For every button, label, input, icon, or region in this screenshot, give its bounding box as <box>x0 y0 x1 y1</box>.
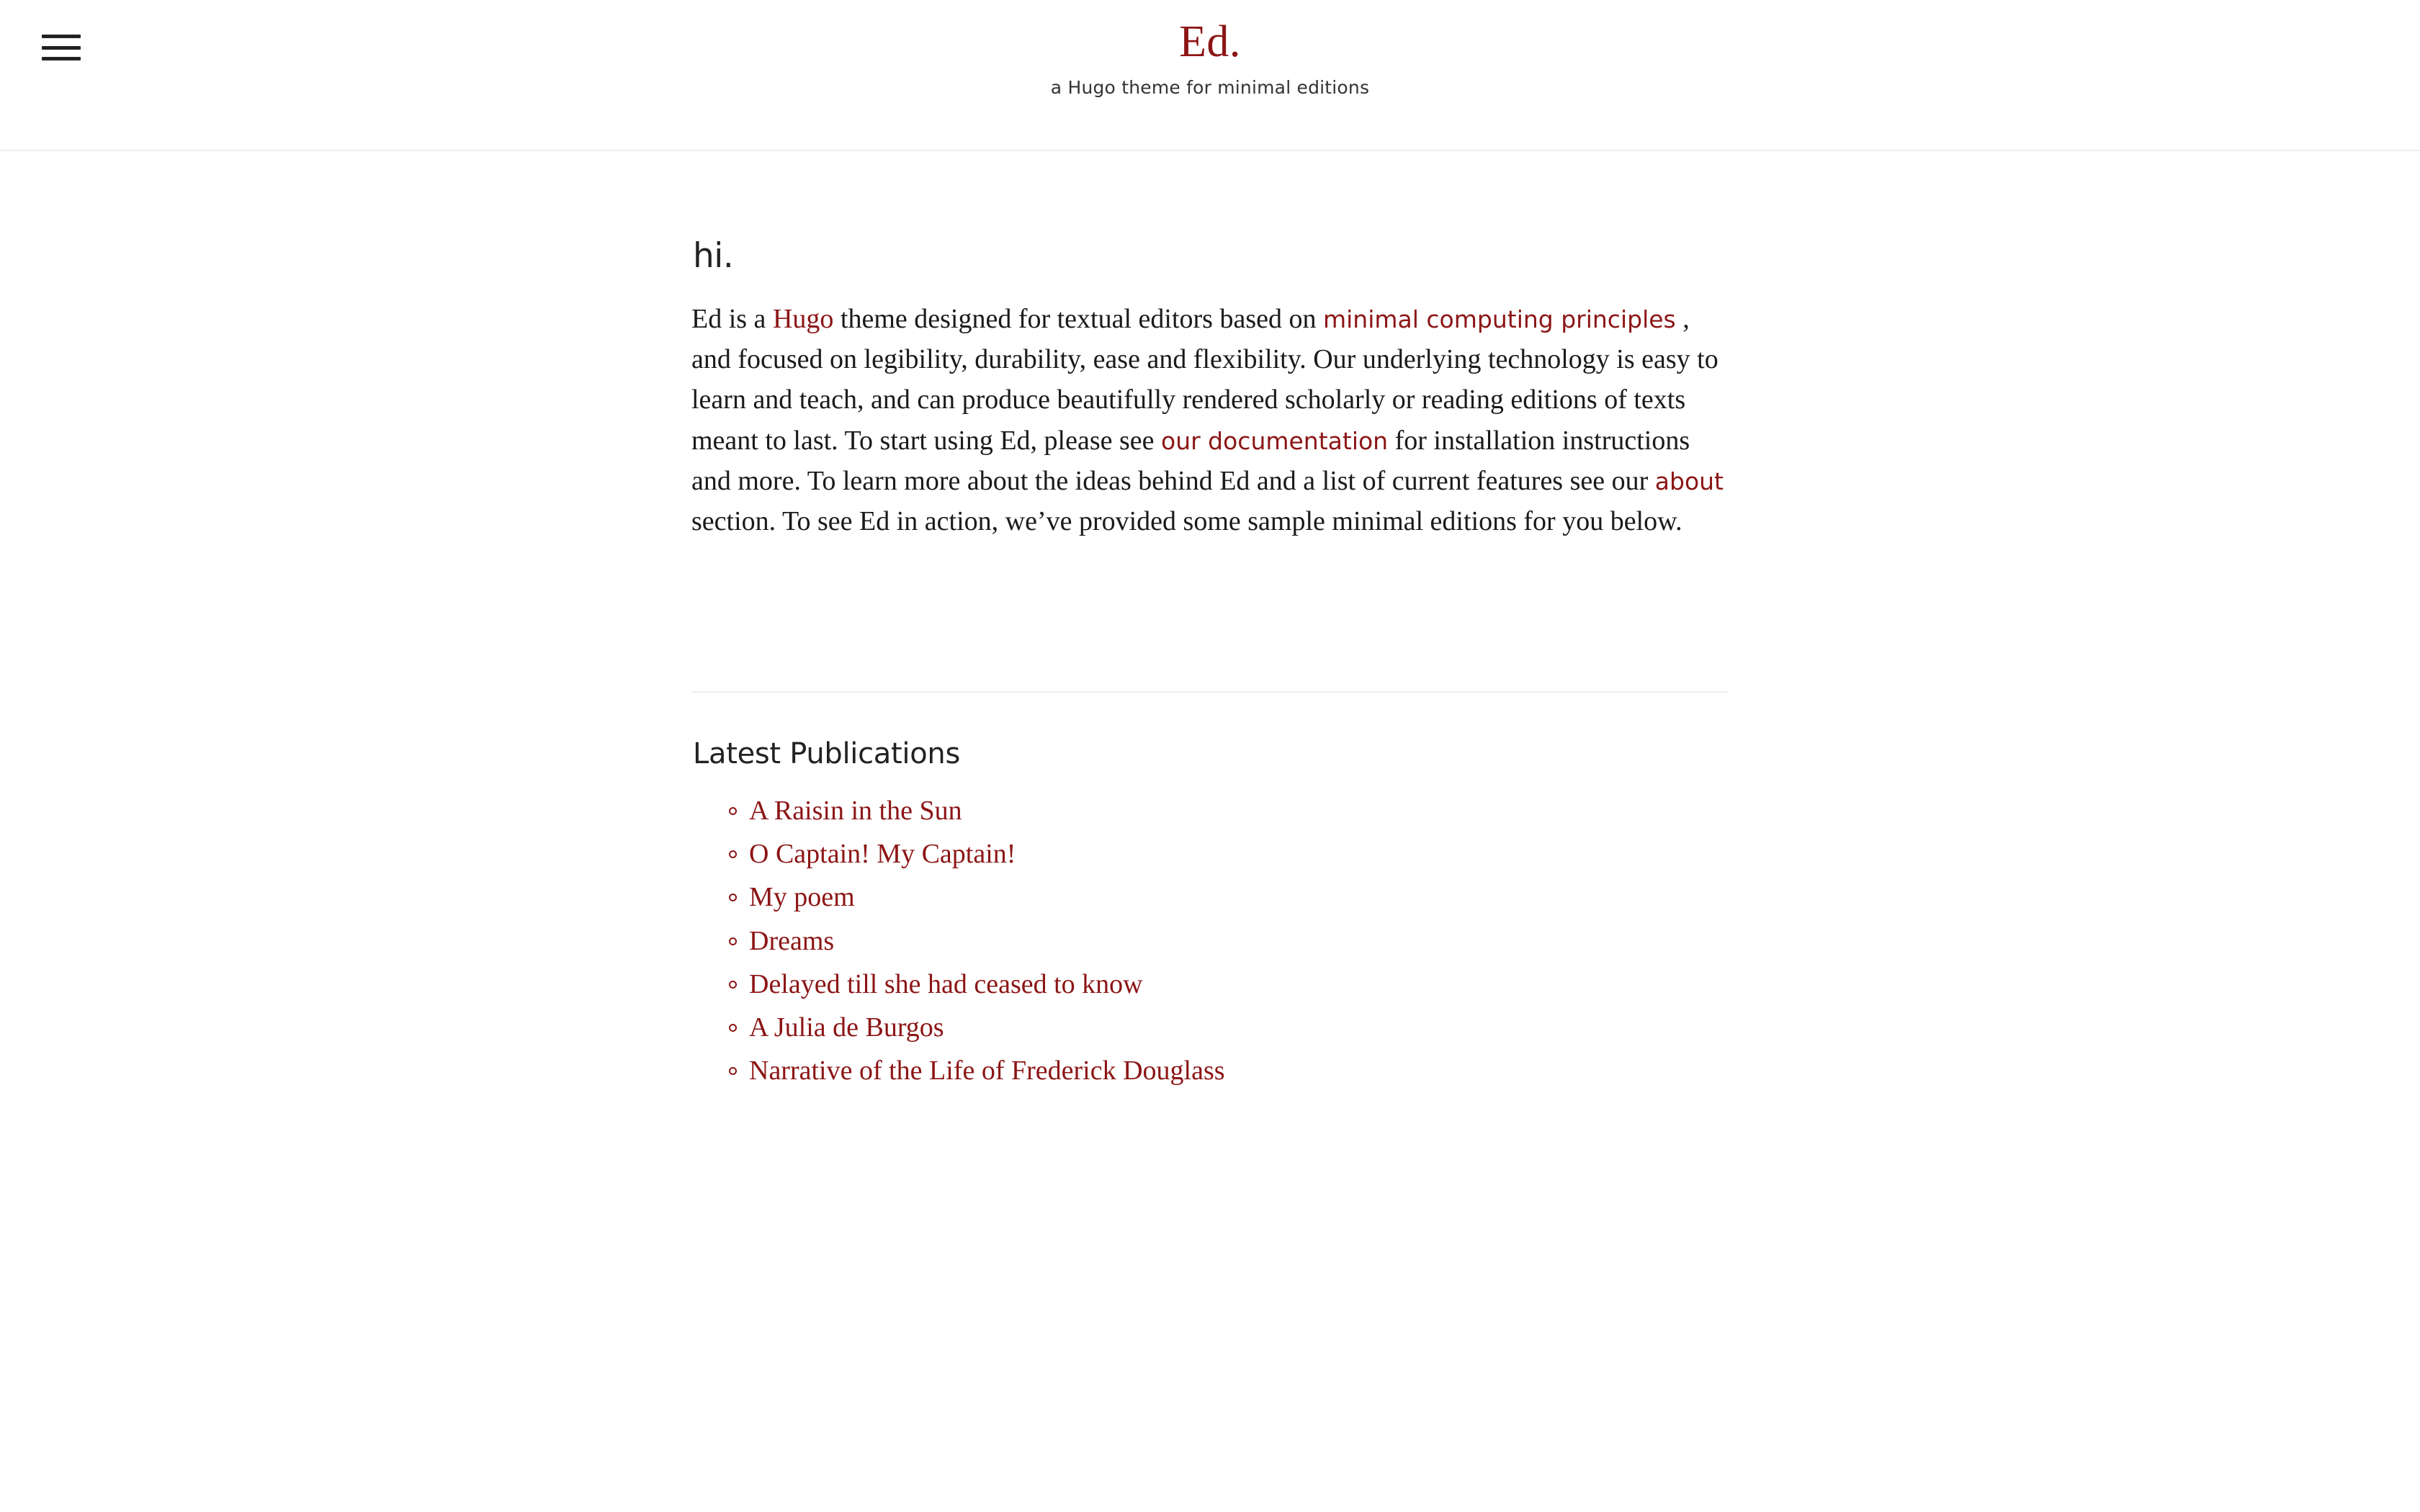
list-item <box>749 789 1729 832</box>
site-title[interactable]: Ed. <box>1179 17 1241 66</box>
intro-paragraph <box>691 299 1729 541</box>
publication-link[interactable]: A Raisin in the Sun <box>749 796 962 827</box>
menu-bar-2 <box>42 46 81 50</box>
link-hugo[interactable]: Hugo <box>772 304 834 334</box>
intro-text-1: Ed is a <box>691 304 773 334</box>
intro-text-4: for installation instructions and more. To learn more about the ideas behind Ed and a list of current features see our <box>691 425 1690 496</box>
intro-text-3: , and focused on legibility, durability, ease and flexibility. Our underlying technology is easy to learn and teach, and can produce beautifully rendered scholarly or reading editions of texts meant to last. To start using Ed, please see <box>691 304 1718 456</box>
header-center <box>0 0 2420 98</box>
link-about[interactable]: about <box>1654 467 1724 495</box>
main-content <box>691 151 1729 1092</box>
link-our-documentation[interactable]: our documentation <box>1161 426 1389 455</box>
publication-link[interactable]: O Captain! My Captain! <box>749 839 1016 870</box>
latest-publications-heading: Latest Publications <box>693 737 960 771</box>
list-item <box>749 919 1729 963</box>
publication-link[interactable]: Dreams <box>749 925 835 956</box>
list-item <box>749 832 1729 876</box>
intro-text-5: section. To see Ed in action, we’ve provided some sample minimal editions for you below. <box>691 506 1682 537</box>
link-minimal-computing-principles[interactable]: minimal computing principles <box>1322 305 1676 333</box>
publication-list <box>691 789 1729 1092</box>
publication-link[interactable]: Delayed till she had ceased to know <box>749 968 1143 999</box>
list-item <box>749 963 1729 1006</box>
publication-link[interactable]: My poem <box>749 882 855 913</box>
site-header <box>0 0 2420 151</box>
section-divider <box>691 691 1729 693</box>
list-item <box>749 1049 1729 1092</box>
menu-bar-3 <box>42 57 81 60</box>
hamburger-menu-icon[interactable] <box>42 32 81 63</box>
list-item <box>749 1006 1729 1049</box>
publication-link[interactable]: A Julia de Burgos <box>749 1012 944 1043</box>
menu-bar-1 <box>42 35 81 38</box>
intro-text-2: theme designed for textual editors based on <box>833 304 1323 334</box>
page-title: hi. <box>693 236 734 276</box>
publication-link[interactable]: Narrative of the Life of Frederick Douglass <box>749 1055 1225 1086</box>
list-item <box>749 876 1729 919</box>
site-subtitle: a Hugo theme for minimal editions <box>1050 77 1370 99</box>
